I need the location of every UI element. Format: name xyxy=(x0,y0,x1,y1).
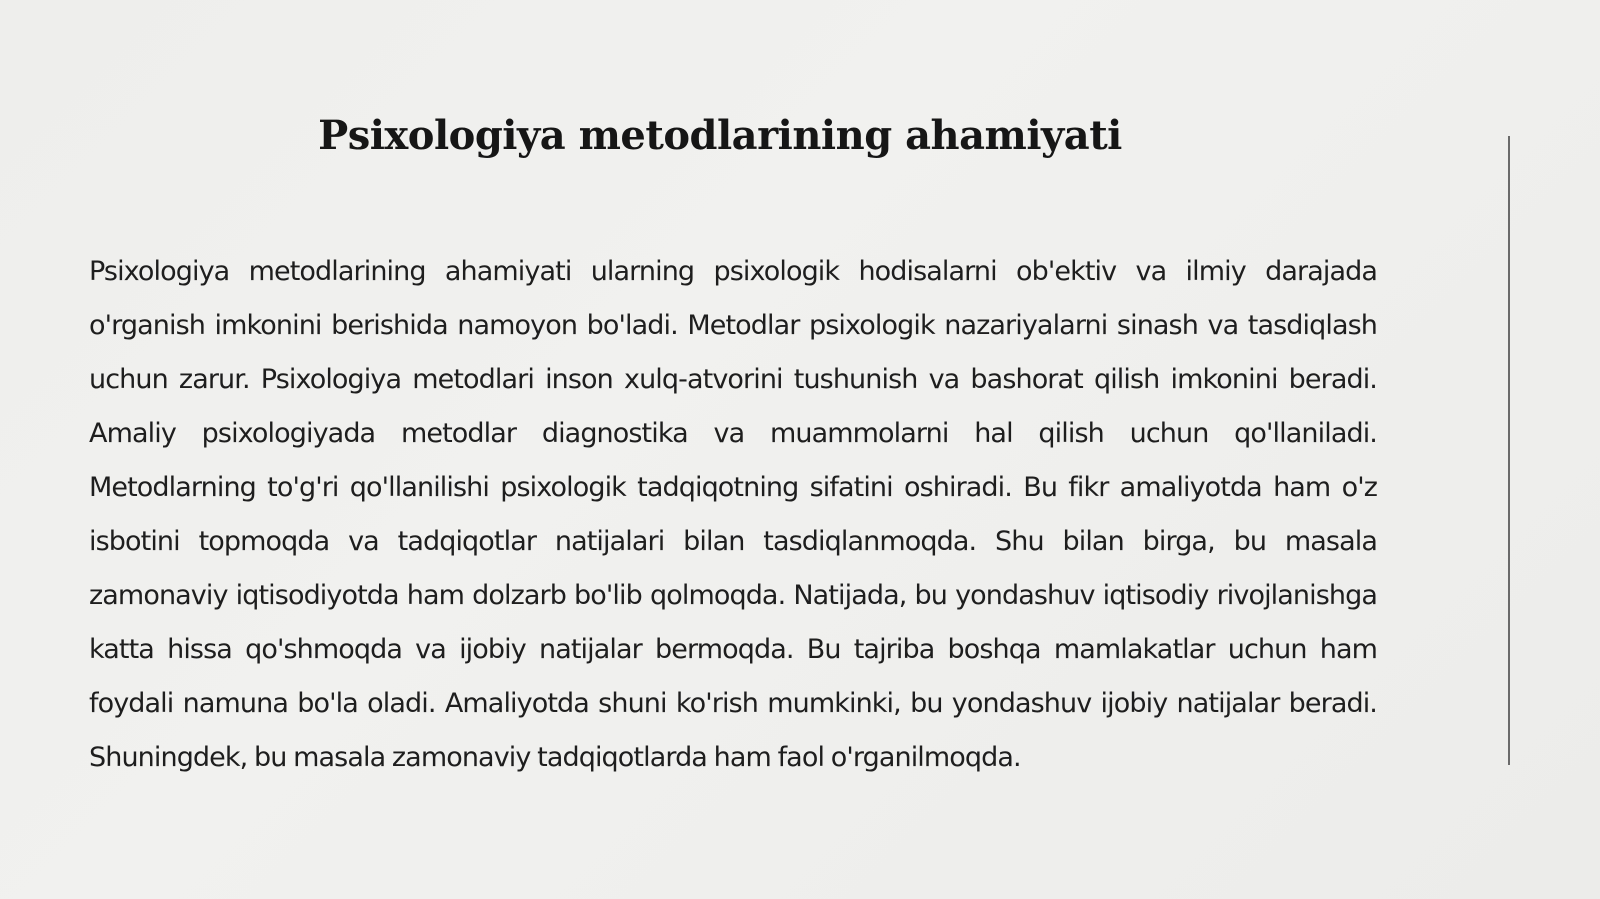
vertical-divider xyxy=(1508,136,1510,765)
slide-body-text: Psixologiya metodlarining ahamiyati ularning psixologik hodisalarni ob'ektiv va ilmiy darajada o'rganish imkonini berishida namoyon bo'ladi. Metodlar psixologik nazariyalarni sinash va tasdiqlash uchun zarur. Psixologiya metodlari inson xulq-atvorini tushunish va bashorat qilish imkonini beradi. Amaliy psixologiyada metodlar diagnostika va muammolarni hal qilish uchun qo'llaniladi. Metodlarning to'g'ri qo'llanilishi psixologik tadqiqotning sifatini oshiradi. Bu fikr amaliyotda ham o'z isbotini topmoqda va tadqiqotlar natijalari bilan tasdiqlanmoqda. Shu bilan birga, bu masala zamonaviy iqtisodiyotda ham dolzarb bo'lib qolmoqda. Natijada, bu yondashuv iqtisodiy rivojlanishga katta hissa qo'shmoqda va ijobiy natijalar bermoqda. Bu tajriba boshqa mamlakatlar uchun ham foydali namuna bo'la oladi. Amaliyotda shuni ko'rish mumkinki, bu yondashuv ijobiy natijalar beradi. Shuningdek, bu masala zamonaviy tadqiqotlarda ham faol o'rganilmoqda. xyxy=(89,256,1377,773)
slide-title: Psixologiya metodlarining ahamiyati xyxy=(318,112,1122,159)
